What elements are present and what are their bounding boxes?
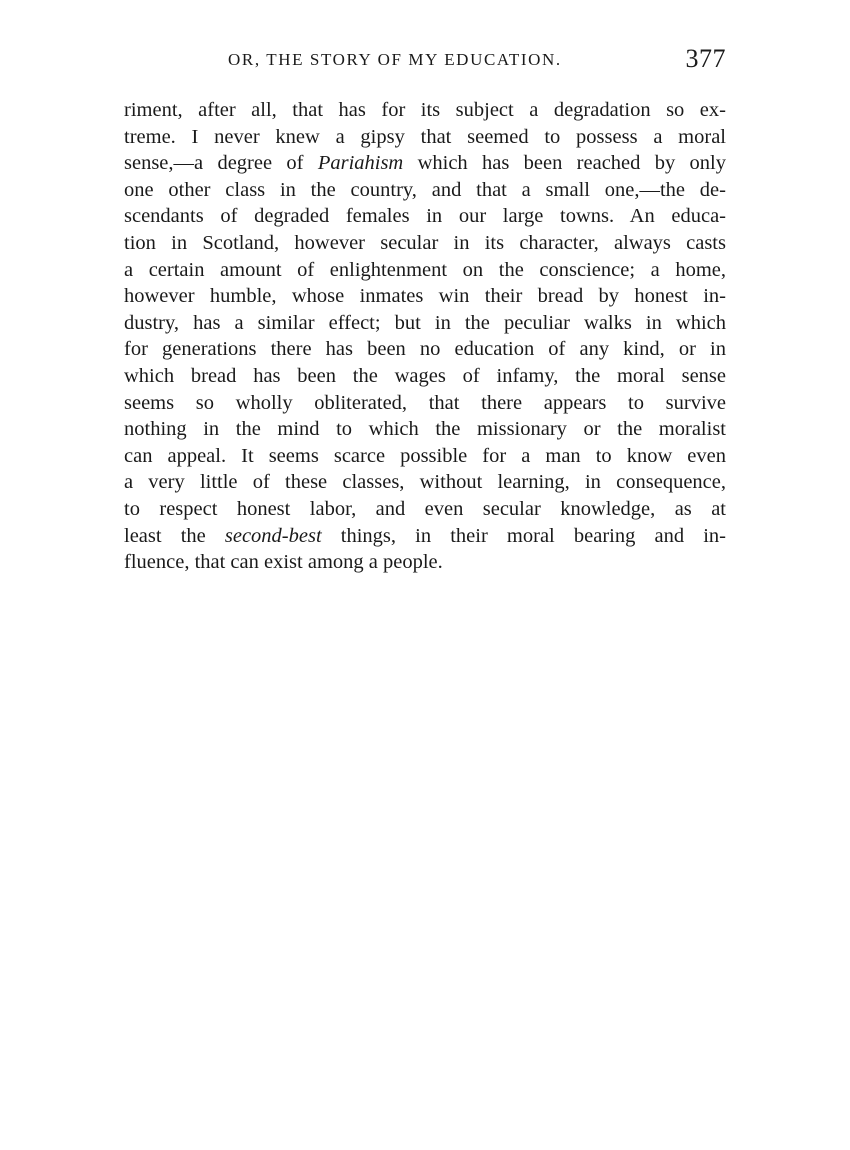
text-line bbox=[124, 336, 726, 363]
text-line bbox=[124, 496, 726, 523]
text-line bbox=[124, 230, 726, 257]
text-segment: least the bbox=[124, 524, 225, 547]
text-line bbox=[124, 150, 726, 177]
text-line bbox=[124, 549, 726, 576]
running-title: OR, THE STORY OF MY EDUCATION. bbox=[228, 50, 562, 69]
body-text bbox=[124, 97, 726, 576]
text-segment: to respect honest labor, and even secular knowledge, as at bbox=[124, 497, 726, 520]
text-segment: however humble, whose inmates win their bread by honest in- bbox=[124, 285, 726, 308]
text-segment: dustry, has a similar effect; but in the peculiar walks in which bbox=[124, 311, 726, 334]
text-line bbox=[124, 203, 726, 230]
text-line bbox=[124, 310, 726, 337]
text-line bbox=[124, 257, 726, 284]
running-head bbox=[124, 44, 726, 78]
text-segment: nothing in the mind to which the missionary or the moralist bbox=[124, 418, 726, 441]
italic-term: Pariahism bbox=[317, 152, 404, 175]
text-line bbox=[124, 363, 726, 390]
text-line bbox=[124, 523, 726, 550]
text-line bbox=[124, 97, 726, 124]
text-segment: one other class in the country, and that a small one,—the de- bbox=[124, 178, 726, 201]
text-line bbox=[124, 416, 726, 443]
text-segment: scendants of degraded females in our large towns. An educa- bbox=[124, 205, 726, 228]
text-segment: which has been reached by only bbox=[403, 152, 726, 175]
page-number: 377 bbox=[685, 44, 726, 73]
text-segment: a very little of these classes, without learning, in consequence, bbox=[124, 471, 726, 494]
text-segment: a certain amount of enlightenment on the conscience; a home, bbox=[124, 258, 726, 281]
text-line bbox=[124, 469, 726, 496]
text-line bbox=[124, 283, 726, 310]
text-segment: things, in their moral bearing and in- bbox=[321, 524, 726, 547]
text-segment: fluence, that can exist among a people. bbox=[124, 551, 443, 574]
text-line bbox=[124, 177, 726, 204]
text-segment: tion in Scotland, however secular in its character, always casts bbox=[124, 231, 726, 254]
text-segment: sense,—a degree of bbox=[124, 152, 318, 175]
text-line bbox=[124, 443, 726, 470]
text-line bbox=[124, 124, 726, 151]
text-segment: can appeal. It seems scarce possible for a man to know even bbox=[124, 444, 726, 467]
text-segment: which bread has been the wages of infamy, the moral sense bbox=[124, 364, 726, 387]
text-segment: treme. I never knew a gipsy that seemed to possess a moral bbox=[124, 125, 726, 148]
text-segment: riment, after all, that has for its subject a degradation so ex- bbox=[124, 99, 726, 121]
text-segment: seems so wholly obliterated, that there appears to survive bbox=[124, 391, 726, 414]
text-line bbox=[124, 390, 726, 417]
text-segment: for generations there has been no education of any kind, or in bbox=[124, 338, 726, 361]
italic-term: second-best bbox=[224, 524, 322, 547]
